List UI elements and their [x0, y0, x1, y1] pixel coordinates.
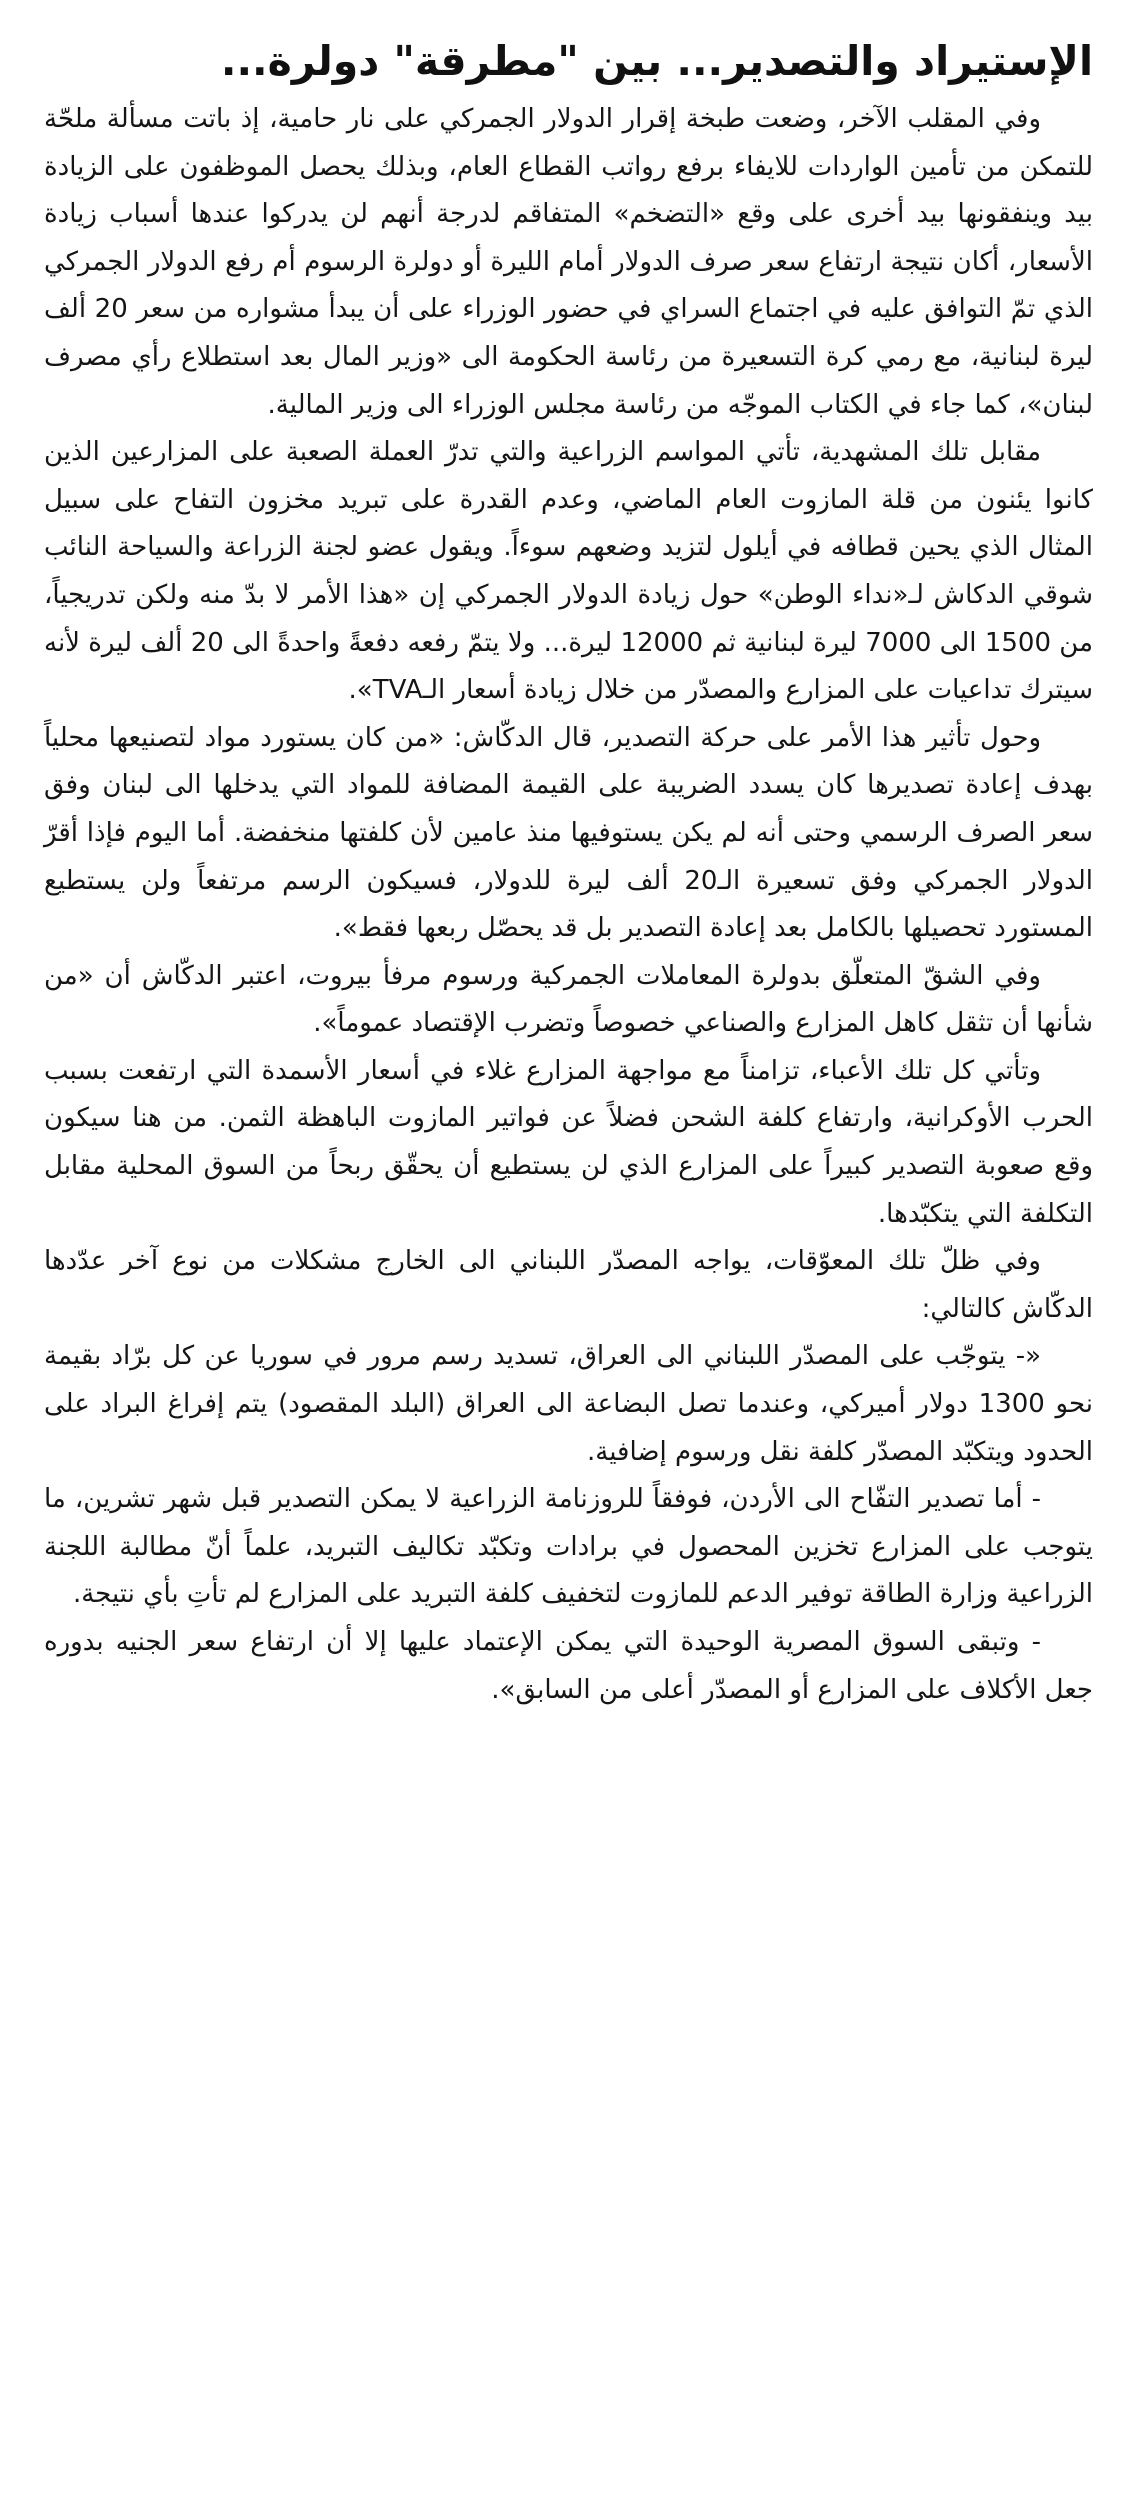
- article-headline: الإستيراد والتصدير... بين "مطرقة" دولرة...: [220, 37, 1093, 85]
- paragraph: وحول تأثير هذا الأمر على حركة التصدير، قال الدكّاش: «من كان يستورد مواد لتصنيعها محلياً بهدف إعادة تصديرها كان يسدد الضريبة على القيمة المضافة للمواد التي يدخلها الى لبنان وفق سعر الصرف الرسمي وحتى أنه لم يكن يستوفيها منذ عامين لأن كلفتها منخفضة. أما اليوم فإذا أقرّ الدولار الجمركي وفق تسعيرة الـ20 ألف ليرة للدولار، فسيكون الرسم مرتفعاً ولن يستطيع المستورد تحصيلها بالكامل بعد إعادة التصدير بل قد يحصّل ربعها فقط».: [44, 722, 1093, 944]
- paragraph: وفي الشقّ المتعلّق بدولرة المعاملات الجمركية ورسوم مرفأ بيروت، اعتبر الدكّاش أن «من شأنها أن تثقل كاهل المزارع والصناعي خصوصاً وتضرب الإقتصاد عموماً».: [44, 960, 1093, 1039]
- paragraph: - أما تصدير التفّاح الى الأردن، فوفقاً للروزنامة الزراعية لا يمكن التصدير قبل شهر تشرين، ما يتوجب على المزارع تخزين المحصول في برادات وتكبّد تكاليف التبريد، علماً أنّ مطالبة اللجنة الزراعية وزارة الطاقة توفير الدعم للمازوت لتخفيف كلفة التبريد على المزارع لم تأتِ بأي نتيجة.: [44, 1484, 1093, 1610]
- paragraph: - وتبقى السوق المصرية الوحيدة التي يمكن الإعتماد عليها إلا أن ارتفاع سعر الجنيه بدوره جعل الأكلاف على المزارع أو المصدّر أعلى من السابق».: [44, 1627, 1093, 1705]
- paragraph: وتأتي كل تلك الأعباء، تزامناً مع مواجهة المزارع غلاء في أسعار الأسمدة التي ارتفعت بسبب الحرب الأوكرانية، وارتفاع كلفة الشحن فضلاً عن فواتير المازوت الباهظة الثمن. من هنا سيكون وقع صعوبة التصدير كبيراً على المزارع الذي لن يستطيع أن يحقّق ربحاً من السوق المحلية مقابل التكلفة التي يتكبّدها.: [44, 1055, 1093, 1229]
- cropped-previous-line: [367, 0, 1087, 10]
- paragraph: «- يتوجّب على المصدّر اللبناني الى العراق، تسديد رسم مرور في سوريا عن كل برّاد بقيمة نحو 1300 دولار أميركي، وعندما تصل البضاعة الى العراق (البلد المقصود) يتم إفراغ البراد على الحدود ويتكبّد المصدّر كلفة نقل ورسوم إضافية.: [44, 1341, 1094, 1467]
- paragraph: وفي المقلب الآخر، وضعت طبخة إقرار الدولار الجمركي على نار حامية، إذ باتت مسألة ملحّة للتمكن من تأمين الواردات للايفاء برفع رواتب القطاع العام، وبذلك يحصل الموظفون على الزيادة بيد وينفقونها بيد أخرى على وقع «التضخم» المتفاقم لدرجة أنهم لن يدركوا عندها أسباب زيادة الأسعار، أكان نتيجة ارتفاع سعر صرف الدولار أمام الليرة أو دولرة الرسوم أم رفع الدولار الجمركي الذي تمّ التوافق عليه في اجتماع السراي في حضور الوزراء على أن يبدأ مشواره من سعر 20 ألف ليرة لبنانية، مع رمي كرة التسعيرة من رئاسة الحكومة الى «وزير المال بعد استطلاع رأي مصرف لبنان»، كما جاء في الكتاب الموجّه من رئاسة مجلس الوزراء الى وزير المالية.: [44, 104, 1093, 420]
- article-body: [44, 96, 1093, 1714]
- paragraph: مقابل تلك المشهدية، تأتي المواسم الزراعية والتي تدرّ العملة الصعبة على المزارعين الذين كانوا يئنون من قلة المازوت العام الماضي، وعدم القدرة على تبريد مخزون التفاح على سبيل المثال الذي يحين قطافه في أيلول لتزيد وضعهم سوءاً. ويقول عضو لجنة الزراعة والسياحة النائب شوقي الدكاش لـ«نداء الوطن» حول زيادة الدولار الجمركي إن «هذا الأمر لا بدّ منه ولكن تدريجياً، من 1500 الى 7000 ليرة لبنانية ثم 12000 ليرة... ولا يتمّ رفعه دفعةً واحدةً الى 20 ألف ليرة لأنه سيترك تداعيات على المزارع والمصدّر من خلال زيادة أسعار الـTVA».: [44, 437, 1094, 706]
- paragraph: وفي ظلّ تلك المعوّقات، يواجه المصدّر اللبناني الى الخارج مشكلات من نوع آخر عدّدها الدكّاش كالتالي:: [44, 1246, 1093, 1324]
